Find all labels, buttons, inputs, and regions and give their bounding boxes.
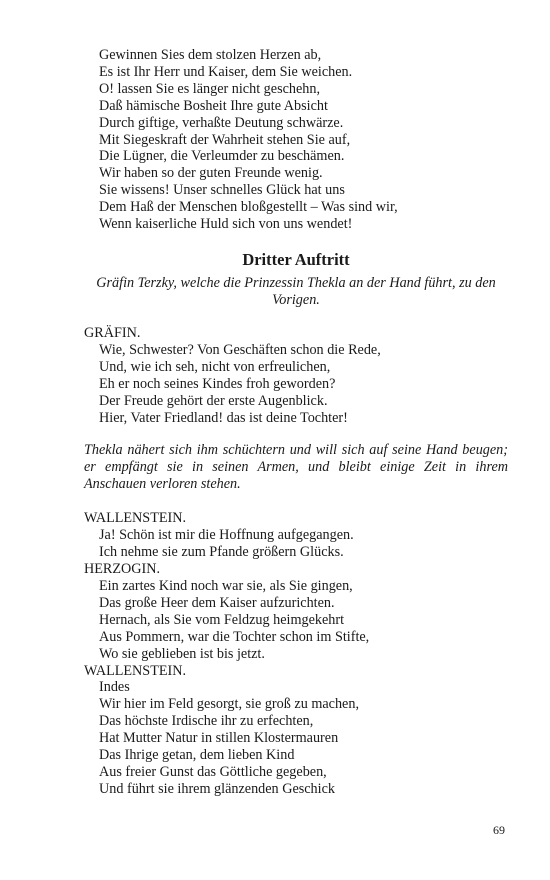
- verse-line: Eh er noch seines Kindes froh geworden?: [99, 375, 336, 392]
- verse-line: Das höchste Irdische ihr zu erfechten,: [99, 713, 314, 730]
- verse-line: Es ist Ihr Herr und Kaiser, dem Sie weichen.: [99, 63, 353, 80]
- verse-line: Das Ihrige getan, dem lieben Kind: [99, 747, 295, 764]
- verse-line: Die Lügner, die Verleumder zu beschämen.: [99, 148, 345, 165]
- verse-line: Indes: [99, 679, 130, 696]
- verse-line: Wie, Schwester? Von Geschäften schon die Rede,: [99, 341, 381, 358]
- verse-line: Das große Heer dem Kaiser aufzurichten.: [99, 594, 335, 611]
- verse-line: Mit Siegeskraft der Wahrheit stehen Sie auf,: [99, 131, 351, 148]
- stage-direction: Gräfin Terzky, welche die Prinzessin Thekla an der Hand führt, zu den Vorigen.: [96, 274, 496, 308]
- speaker-name: WALLENSTEIN.: [84, 662, 187, 679]
- verse-line: Daß hämische Bosheit Ihre gute Absicht: [99, 97, 328, 114]
- verse-line: Wir hier im Feld gesorgt, sie groß zu machen,: [99, 696, 359, 713]
- verse-line: Aus freier Gunst das Göttliche gegeben,: [99, 764, 327, 780]
- verse-line: Ein zartes Kind noch war sie, als Sie gingen,: [99, 578, 353, 595]
- verse-line: Dem Haß der Menschen bloßgestellt – Was sind wir,: [99, 199, 398, 216]
- verse-block-1: [84, 47, 508, 233]
- verse-line: Wenn kaiserliche Huld sich von uns wendet!: [99, 216, 353, 233]
- verse-line: Und, wie ich seh, nicht von erfreulichen,: [99, 358, 331, 375]
- speaker-name: GRÄFIN.: [84, 324, 141, 341]
- verse-line: Hernach, als Sie vom Feldzug heimgekehrt: [99, 611, 345, 628]
- verse-line: Ich nehme sie zum Pfande größern Glücks.: [99, 544, 344, 561]
- verse-line: Hier, Vater Friedland! das ist deine Tochter!: [99, 409, 348, 426]
- speech-grafin: [84, 325, 508, 426]
- speech-herzogin: [84, 561, 508, 662]
- verse-line: Hat Mutter Natur in stillen Klostermauren: [99, 730, 339, 747]
- verse-line: Sie wissens! Unser schnelles Glück hat uns: [99, 182, 345, 199]
- page-text: [84, 47, 508, 798]
- page-number: 69: [493, 823, 505, 837]
- speech-wallenstein-2: [84, 663, 508, 798]
- verse-line: O! lassen Sie es länger nicht geschehn,: [99, 80, 321, 97]
- verse-line: Der Freude gehört der erste Augenblick.: [99, 392, 328, 409]
- speech-wallenstein-1: [84, 510, 508, 561]
- verse-line: Gewinnen Sies dem stolzen Herzen ab,: [99, 47, 322, 63]
- verse-line: Wir haben so der guten Freunde wenig.: [99, 165, 323, 182]
- verse-line: Aus Pommern, war die Tochter schon im Stifte,: [99, 628, 370, 645]
- verse-line: Durch giftige, verhaßte Deutung schwärze.: [99, 114, 344, 131]
- verse-line: Wo sie geblieben ist bis jetzt.: [99, 645, 265, 662]
- verse-line: Ja! Schön ist mir die Hoffnung aufgegangen.: [99, 527, 354, 544]
- scene-title: Dritter Auftritt: [242, 249, 350, 269]
- speaker-name: WALLENSTEIN.: [84, 510, 187, 527]
- speaker-name: HERZOGIN.: [84, 561, 161, 578]
- stage-direction-embrace: Thekla nähert sich ihm schüchtern und will sich auf seine Hand beugen; er empfängt sie in seinen Armen, und bleibt einige Zeit in ihrem Anschauen verloren stehen.: [84, 442, 508, 493]
- verse-line: Und führt sie ihrem glänzenden Geschick: [99, 780, 335, 797]
